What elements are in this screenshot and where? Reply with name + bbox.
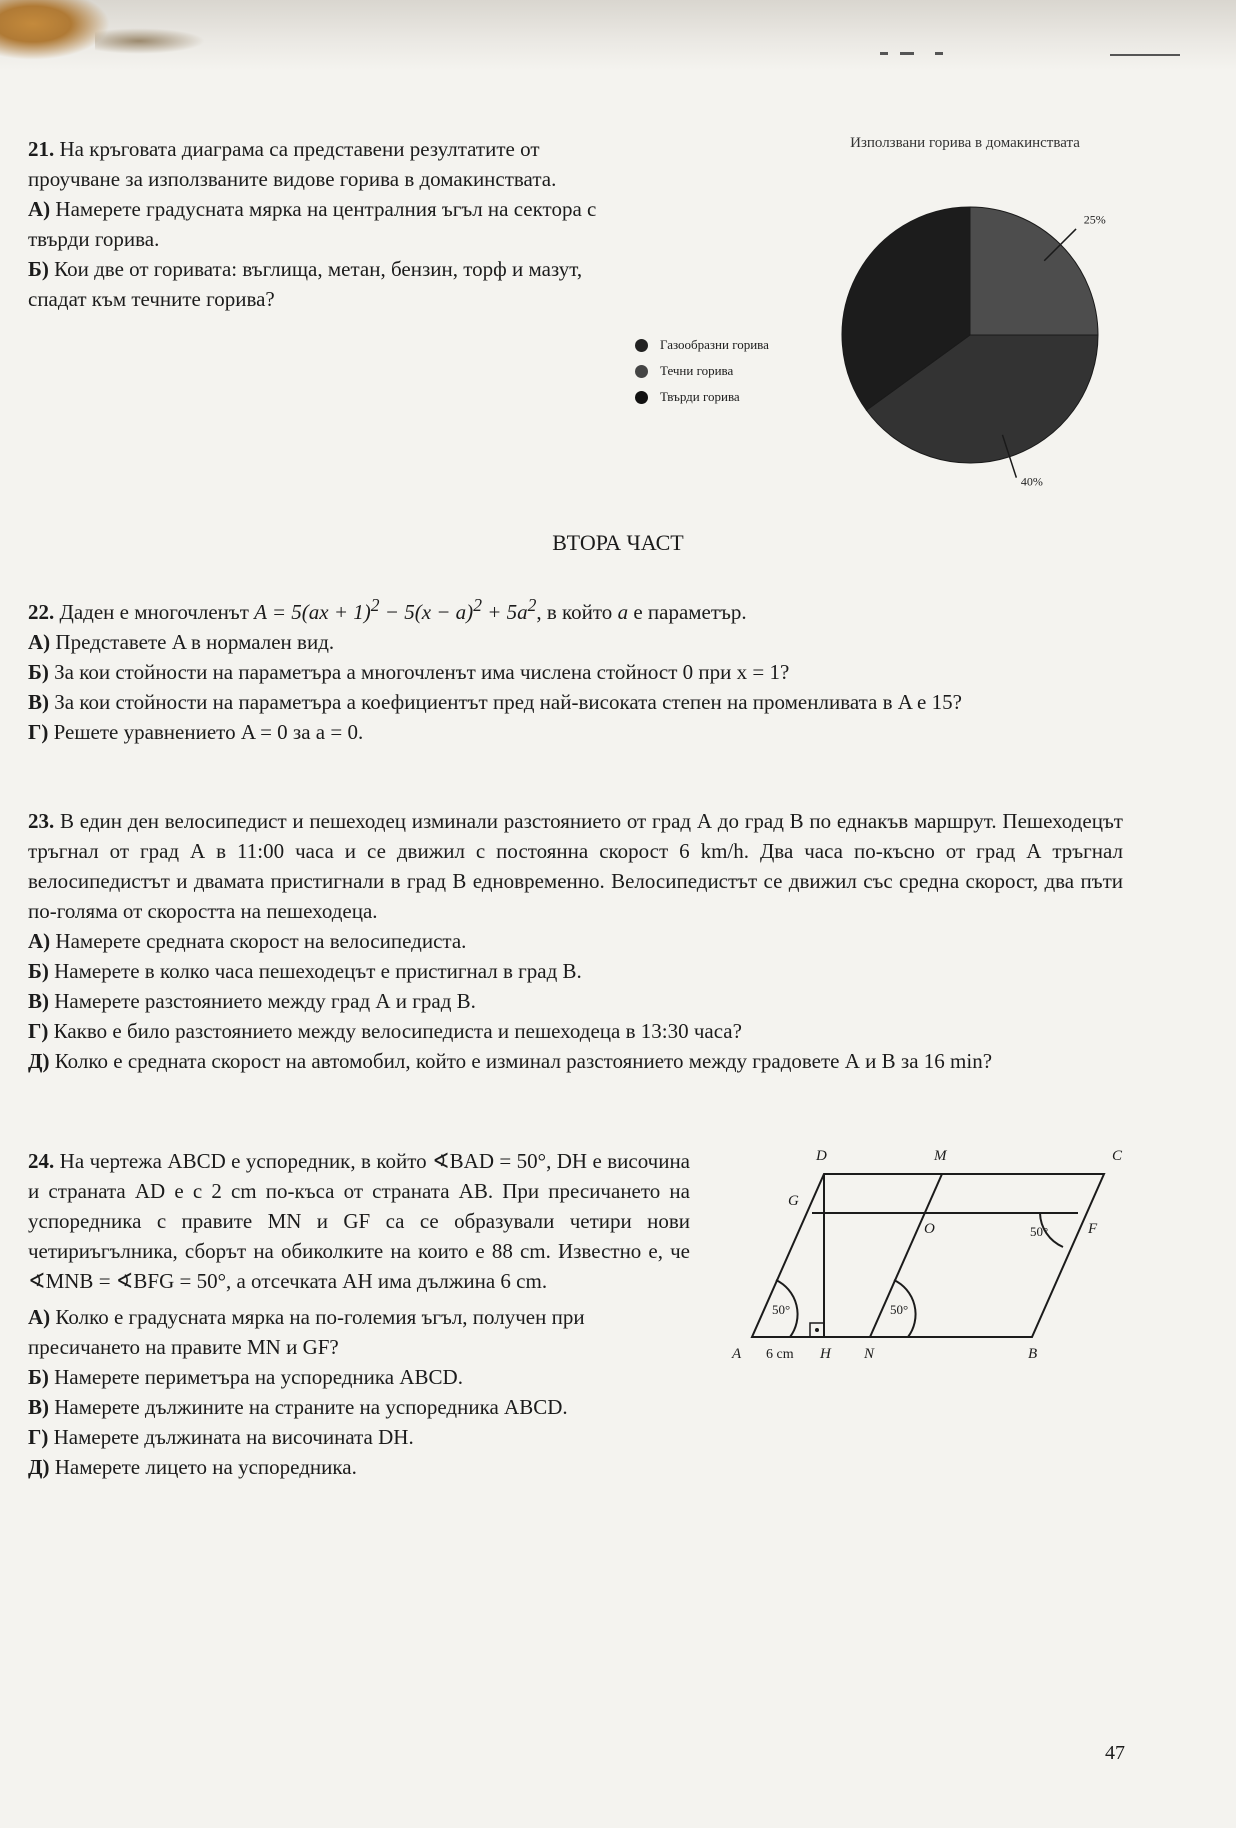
vertex-label-b: B [1028,1346,1038,1362]
subquestion-label: В) [28,690,49,714]
chart-title: Използвани горива в домакинствата [850,135,1080,151]
legend-swatch [635,339,648,352]
problem-intro: Даден е многочленът [59,600,249,624]
subquestion-label: А) [28,929,51,953]
angle-label-f: 50° [1030,1224,1049,1239]
subquestion-text: Намерете средната скорост на велосипедиста. [55,929,467,953]
segment-label-ah: 6 cm [766,1347,794,1362]
problem-intro-end: е параметър. [633,600,747,624]
subquestion-text: За кои стойности на параметъра a коефициентът пред най-високата степен на променливата в A е 15? [54,690,962,714]
subquestion-label: Б) [28,660,49,684]
problem-number: 22. [28,600,55,624]
angle-label-a: 50° [772,1302,791,1317]
problem-22 [28,590,1128,747]
pie-slice-label: 25% [1083,212,1106,227]
vertex-label-c: C [1112,1148,1123,1164]
vertex-label-g: G [788,1193,799,1209]
problem-number: 23. [28,809,55,833]
subquestion-label: В) [28,1395,49,1419]
subquestion-label: Д) [28,1455,50,1479]
subquestion-text: Представете A в нормален вид. [55,630,335,654]
legend-item [635,384,769,410]
subquestion-text: Намерете дължината на височината DH. [53,1425,414,1449]
problem-intro: На кръговата диаграма са представени резултатите от проучване за използваните видове горива в домакинствата. [28,137,557,191]
angle-label-n: 50° [890,1302,909,1317]
problem-23 [28,806,1123,1076]
subquestion-text: Намерете градусната мярка на централния ъгъл на сектора с твърди горива. [28,197,597,251]
subquestion-label: Г) [28,1425,49,1449]
subquestion-text: Решете уравнението A = 0 за a = 0. [53,720,364,744]
legend-label: Газообразни горива [660,337,769,352]
subquestion-text: Намерете в колко часа пешеходецът е пристигнал в град В. [54,959,582,983]
polynomial-formula: $A = 5(ax + 1)^2 - 5(x - a)^2 + 5a^2$ [254,595,537,624]
vertex-label-f: F [1088,1221,1098,1237]
legend-swatch [635,391,648,404]
page-number: 47 [1105,1742,1125,1764]
parallelogram-abcd [752,1174,1104,1337]
subquestion-text: Кои две от горивата: въглища, метан, бензин, торф и мазут, спадат към течните горива? [28,257,583,311]
pie-slice-label: 40% [1020,474,1043,489]
pie-chart [0,0,1236,489]
subquestion-label: А) [28,1305,51,1329]
problem-intro-cont: , в който [536,600,613,624]
problem-intro: На чертежа ABCD е успоредник, в който ∢BAD = 50°, DH е височина и страната AD е с 2 cm по-къса от страната AB. При пресичането на успоредника с правите MN и GF са се образували четири нови четириъгълника, сборът на обиколките на които е 88 cm. Известно е, че ∢MNB = ∢BFG = 50°, а отсечката AH има дължина 6 cm. [28,1149,691,1293]
chart-legend [635,332,769,410]
problem-24 [28,1146,690,1482]
subquestion-text: Намерете разстоянието между град А и град В. [54,989,476,1013]
subquestion-text: Колко е градусната мярка на по-големия ъгъл, получен при пресичането на правите MN и GF? [28,1305,585,1359]
vertex-label-m: M [934,1148,947,1164]
subquestion-label: Г) [28,720,49,744]
subquestion-label: А) [28,197,51,221]
subquestion-text: Какво е било разстоянието между велосипедиста и пешеходеца в 13:30 часа? [53,1019,742,1043]
problem-number: 21. [28,137,55,161]
subquestion-text: Намерете лицето на успоредника. [54,1455,357,1479]
vertex-label-o: O [924,1221,935,1237]
vertex-label-h: H [820,1346,831,1362]
subquestion-text: Колко е средната скорост на автомобил, който е изминал разстоянието между градовете А и В за 16 min? [54,1049,993,1073]
subquestion-label: Д) [28,1049,50,1073]
legend-item [635,332,769,358]
legend-label: Течни горива [660,363,734,378]
subquestion-label: В) [28,989,49,1013]
legend-swatch [635,365,648,378]
problem-intro: В един ден велосипедист и пешеходец изминали разстоянието от град А до град В по еднакъв маршрут. Пешеходецът тръгнал от град А в 11:00 часа и се движил с постоянна скорост 6 km/h. Два часа по-късно от град А тръгнал велосипедистът и двамата пристигнали в град В едновременно. Велосипедистът се движил със средна скорост, два пъти по-голяма от скоростта на пешеходеца. [28,809,1123,923]
subquestion-text: За кои стойности на параметъра a многочленът има числена стойност 0 при x = 1? [54,660,790,684]
vertex-label-d: D [816,1148,827,1164]
parallelogram-figure [720,1140,1180,1370]
part-title: ВТОРА ЧАСТ [552,530,684,555]
vertex-label-a: A [732,1346,742,1362]
pie-slice-1 [970,207,1098,335]
parameter-symbol: a [617,600,629,624]
subquestion-label: А) [28,630,51,654]
problem-number: 24. [28,1149,55,1173]
right-angle-dot [815,1328,819,1332]
vertex-label-n: N [864,1346,875,1362]
subquestion-label: Г) [28,1019,49,1043]
subquestion-label: Б) [28,1365,49,1389]
subquestion-label: Б) [28,959,49,983]
subquestion-text: Намерете периметъра на успоредника ABCD. [54,1365,463,1389]
legend-item [635,358,769,384]
legend-label: Твърди горива [660,389,740,404]
subquestion-label: Б) [28,257,49,281]
subquestion-text: Намерете дължините на страните на успоредника ABCD. [54,1395,568,1419]
